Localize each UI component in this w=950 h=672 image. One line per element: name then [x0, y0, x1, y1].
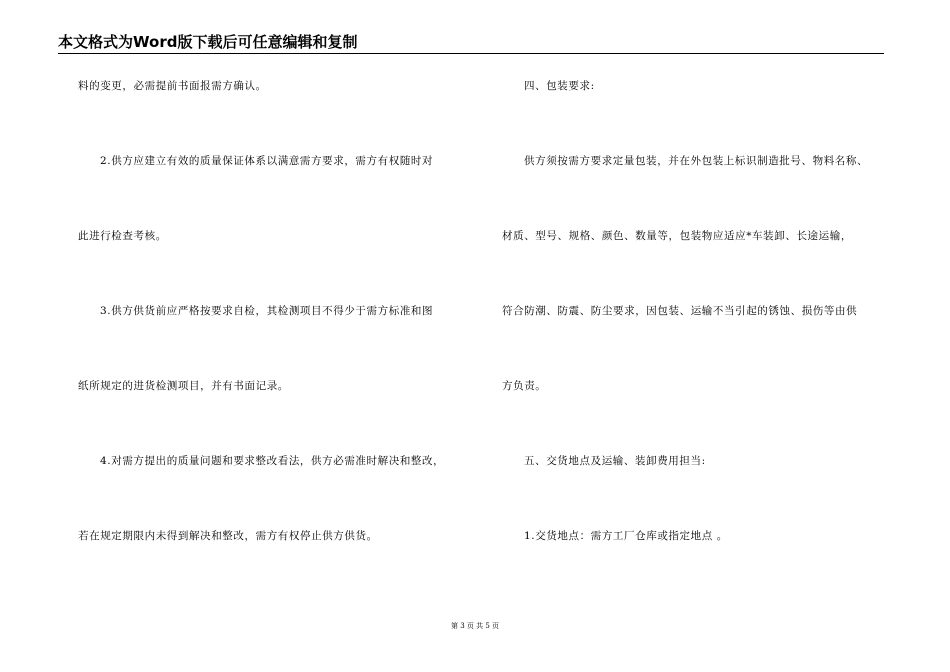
header-title: 本文格式为Word版下载后可任意编辑和复制 — [58, 33, 358, 51]
right-line-4: 符合防潮、防震、防尘要求，因包装、运输不当引起的锈蚀、损伤等由供 — [502, 305, 858, 317]
left-line-4: 3.供方供货前应严格按要求自检，其检测项目不得少于需方标准和图 — [100, 305, 434, 317]
right-line-2: 供方须按需方要求定量包装，并在外包装上标识制造批号、物料名称、 — [524, 155, 869, 167]
right-line-3: 材质、型号、规格、颜色、数量等，包装物应适应*车装卸、长途运输， — [502, 230, 852, 242]
right-line-6: 五、交货地点及运输、装卸费用担当: — [524, 455, 706, 467]
right-line-1: 四、包装要求: — [524, 80, 595, 92]
left-line-7: 若在规定期限内未得到解决和整改，需方有权停止供方供货。 — [78, 530, 378, 542]
left-line-3: 此进行检查考核。 — [78, 230, 167, 242]
right-line-5: 方负责。 — [502, 380, 547, 392]
right-line-7: 1.交货地点：需方工厂仓库或指定地点 。 — [524, 530, 728, 542]
left-line-1: 料的变更，必需提前书面报需方确认。 — [78, 80, 267, 92]
left-line-6: 4.对需方提出的质量问题和要求整改看法，供方必需准时解决和整改， — [100, 455, 445, 467]
left-line-5: 纸所规定的进货检测项目，并有书面记录。 — [78, 380, 289, 392]
page-indicator: 第 3 页 共 5 页 — [450, 622, 500, 630]
left-line-2: 2.供方应建立有效的质量保证体系以满意需方要求，需方有权随时对 — [100, 155, 434, 167]
header-divider — [58, 53, 884, 54]
